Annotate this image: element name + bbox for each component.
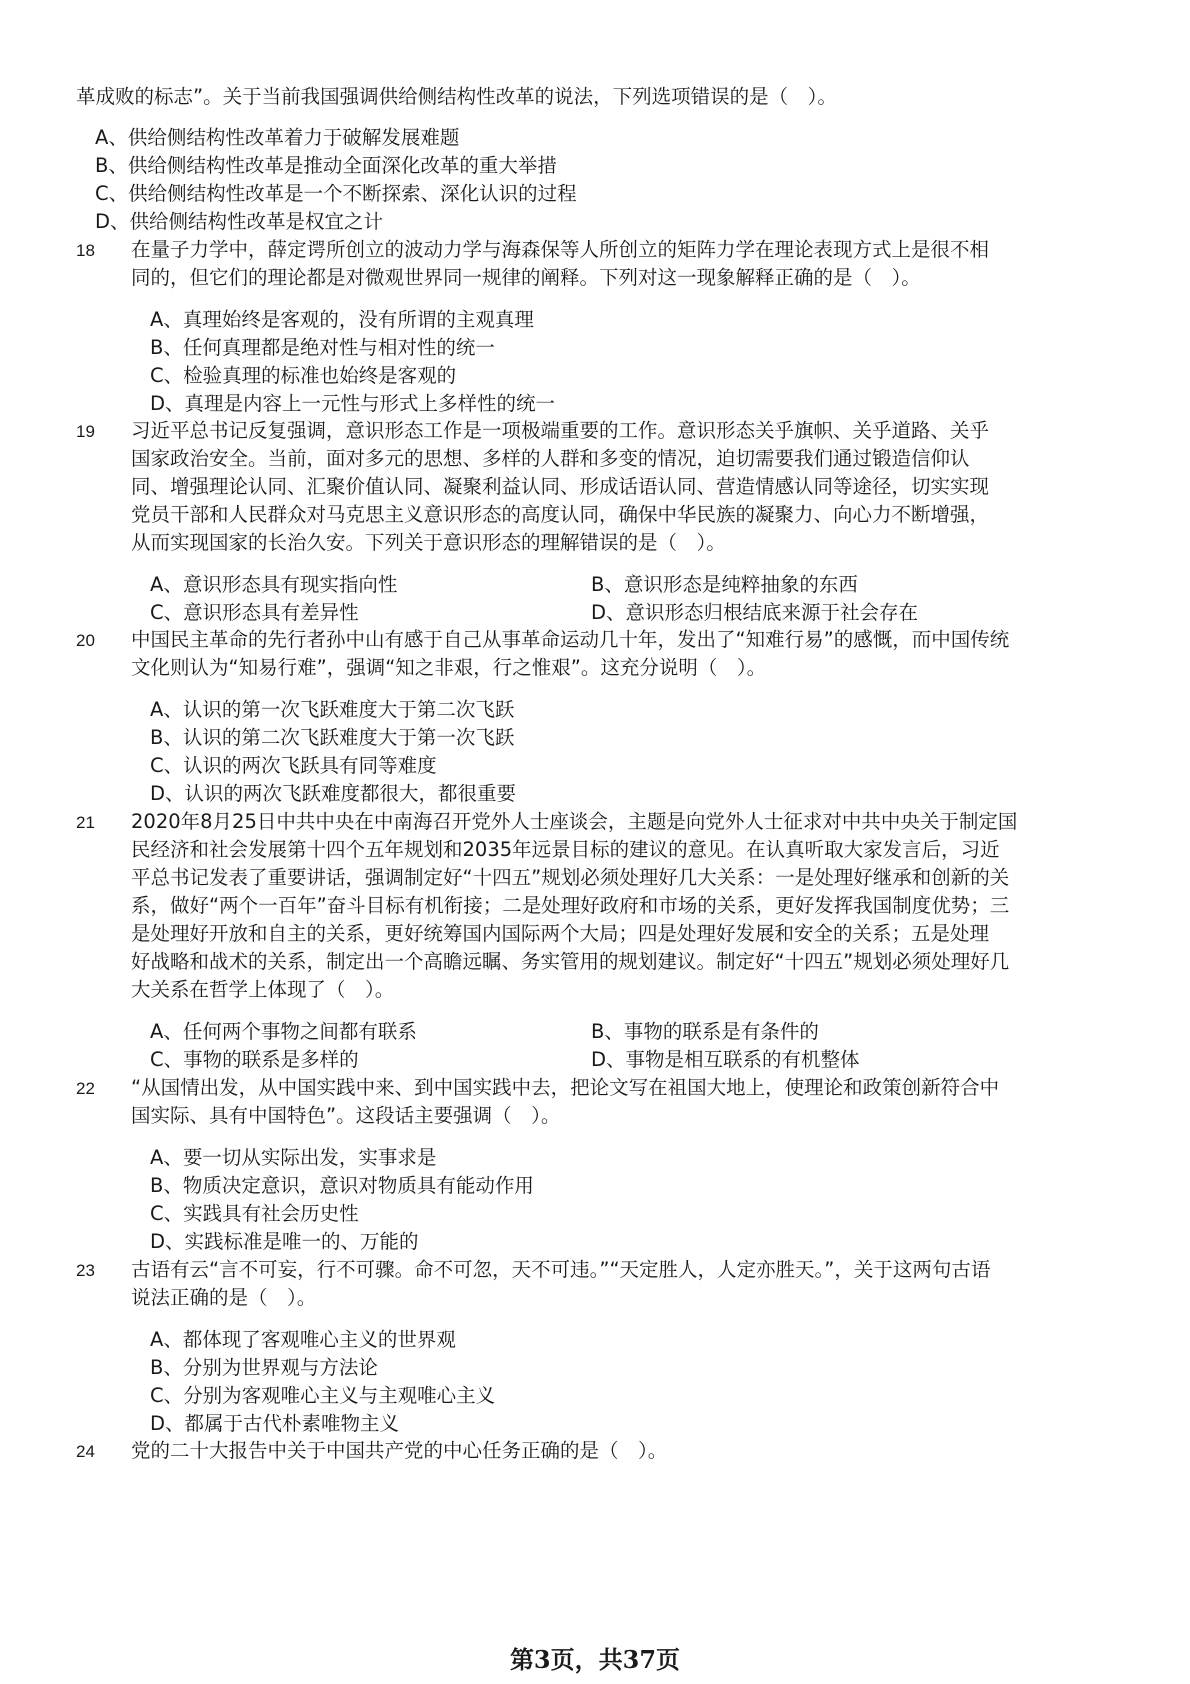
q18-stem-line-2: 同的，但它们的理论都是对微观世界同一规律的阐释。下列对这一现象解释正确的是（ ）。 bbox=[131, 266, 921, 289]
q20-stem-line-2: 文化则认为“知易行难”，强调“知之非艰，行之惟艰”。这充分说明（ ）。 bbox=[131, 656, 767, 679]
page-footer: 第3页，共37页 bbox=[509, 1645, 681, 1674]
q22-option-b: B、物质决定意识，意识对物质具有能动作用 bbox=[150, 1174, 534, 1197]
q20-stem-line-1: 中国民主革命的先行者孙中山有感于自己从事革命运动几十年，发出了“知难行易”的感慨，而中国传统 bbox=[131, 628, 1010, 651]
q19-option-b: B、意识形态是纯粹抽象的东西 bbox=[591, 573, 858, 596]
q21-stem-line-6: 好战略和战术的关系，制定出一个高瞻远瞩、务实管用的规划建议。制定好“十四五”规划必须处理好几 bbox=[131, 950, 1010, 973]
q21-option-b: B、事物的联系是有条件的 bbox=[591, 1020, 819, 1043]
q19-stem-line-4: 党员干部和人民群众对马克思主义意识形态的高度认同，确保中华民族的凝聚力、向心力不断增强， bbox=[131, 503, 990, 526]
q21-stem-line-1: 2020年8月25日中共中央在中南海召开党外人士座谈会，主题是向党外人士征求对中共中央关于制定国 bbox=[131, 810, 1018, 833]
q18-option-d: D、真理是内容上一元性与形式上多样性的统一 bbox=[150, 392, 556, 415]
q22-option-d: D、实践标准是唯一的、万能的 bbox=[150, 1230, 419, 1253]
q20-option-c: C、认识的两次飞跃具有同等难度 bbox=[150, 754, 437, 777]
q21-stem-line-2: 民经济和社会发展第十四个五年规划和2035年远景目标的建议的意见。在认真听取大家发言后，习近 bbox=[131, 838, 1000, 861]
q23-number: 23 bbox=[76, 1261, 95, 1280]
q23-option-d: D、都属于古代朴素唯物主义 bbox=[150, 1412, 400, 1435]
q23-stem-line-2: 说法正确的是（ ）。 bbox=[131, 1286, 317, 1309]
q23-option-a: A、都体现了客观唯心主义的世界观 bbox=[150, 1328, 456, 1351]
q23-option-b: B、分别为世界观与方法论 bbox=[150, 1356, 378, 1379]
q19-stem-line-3: 同、增强理论认同、汇聚价值认同、凝聚利益认同、形成话语认同、营造情感认同等途径，切实实现 bbox=[131, 475, 990, 498]
q22-option-c: C、实践具有社会历史性 bbox=[150, 1202, 359, 1225]
q18-number: 18 bbox=[76, 241, 95, 260]
q22-option-a: A、要一切从实际出发，实事求是 bbox=[150, 1146, 437, 1169]
q19-number: 19 bbox=[76, 422, 95, 441]
q22-number: 22 bbox=[76, 1079, 95, 1098]
q19-stem-line-2: 国家政治安全。当前，面对多元的思想、多样的人群和多变的情况，迫切需要我们通过锻造信仰认 bbox=[131, 447, 970, 470]
q19-option-a: A、意识形态具有现实指向性 bbox=[150, 573, 398, 596]
q24-stem-line-1: 党的二十大报告中关于中国共产党的中心任务正确的是（ ）。 bbox=[131, 1439, 668, 1462]
q23-option-c: C、分别为客观唯心主义与主观唯心主义 bbox=[150, 1384, 496, 1407]
q19-option-d: D、意识形态归根结底来源于社会存在 bbox=[591, 601, 919, 624]
q17-option-b: B、供给侧结构性改革是推动全面深化改革的重大举措 bbox=[95, 154, 557, 177]
q21-stem-line-7: 大关系在哲学上体现了（ ）。 bbox=[131, 978, 395, 1001]
q23-stem-line-1: 古语有云“言不可妄，行不可骤。命不可忽，天不可违。”“天定胜人，人定亦胜天。”，关于这两句古语 bbox=[131, 1258, 991, 1281]
q21-option-d: D、事物是相互联系的有机整体 bbox=[591, 1048, 860, 1071]
q21-stem-line-3: 平总书记发表了重要讲话，强调制定好“十四五”规划必须处理好几大关系：一是处理好继承和创新的关 bbox=[131, 866, 1010, 889]
q18-stem-line-1: 在量子力学中，薛定谔所创立的波动力学与海森保等人所创立的矩阵力学在理论表现方式上是很不相 bbox=[131, 238, 990, 261]
q21-stem-line-4: 系，做好“两个一百年”奋斗目标有机衔接；二是处理好政府和市场的关系，更好发挥我国制度优势；三 bbox=[131, 894, 1010, 917]
q17-option-c: C、供给侧结构性改革是一个不断探索、深化认识的过程 bbox=[95, 182, 577, 205]
q21-option-a: A、任何两个事物之间都有联系 bbox=[150, 1020, 417, 1043]
q22-stem-line-2: 国实际、具有中国特色”。这段话主要强调（ ）。 bbox=[131, 1104, 561, 1127]
q19-stem-line-5: 从而实现国家的长治久安。下列关于意识形态的理解错误的是（ ）。 bbox=[131, 531, 726, 554]
q19-stem-line-1: 习近平总书记反复强调，意识形态工作是一项极端重要的工作。意识形态关乎旗帜、关乎道路、关乎 bbox=[131, 419, 990, 442]
q18-option-a: A、真理始终是客观的，没有所谓的主观真理 bbox=[150, 308, 534, 331]
q20-option-a: A、认识的第一次飞跃难度大于第二次飞跃 bbox=[150, 698, 515, 721]
q20-number: 20 bbox=[76, 631, 95, 650]
q19-option-c: C、意识形态具有差异性 bbox=[150, 601, 359, 624]
q21-option-c: C、事物的联系是多样的 bbox=[150, 1048, 359, 1071]
q21-stem-line-5: 是处理好开放和自主的关系，更好统筹国内国际两个大局；四是处理好发展和安全的关系；五是处理 bbox=[131, 922, 990, 945]
q17-option-a: A、供给侧结构性改革着力于破解发展难题 bbox=[95, 126, 460, 149]
q18-option-c: C、检验真理的标准也始终是客观的 bbox=[150, 364, 457, 387]
q20-option-d: D、认识的两次飞跃难度都很大，都很重要 bbox=[150, 782, 517, 805]
q17-stem-tail: 革成败的标志”。关于当前我国强调供给侧结构性改革的说法，下列选项错误的是（ ）。 bbox=[76, 85, 837, 108]
q17-option-d: D、供给侧结构性改革是权宜之计 bbox=[95, 210, 384, 233]
q20-option-b: B、认识的第二次飞跃难度大于第一次飞跃 bbox=[150, 726, 515, 749]
q18-option-b: B、任何真理都是绝对性与相对性的统一 bbox=[150, 336, 495, 359]
q24-number: 24 bbox=[76, 1442, 95, 1461]
q22-stem-line-1: “从国情出发，从中国实践中来、到中国实践中去，把论文写在祖国大地上，使理论和政策创新符合中 bbox=[131, 1076, 1000, 1099]
q21-number: 21 bbox=[76, 813, 95, 832]
